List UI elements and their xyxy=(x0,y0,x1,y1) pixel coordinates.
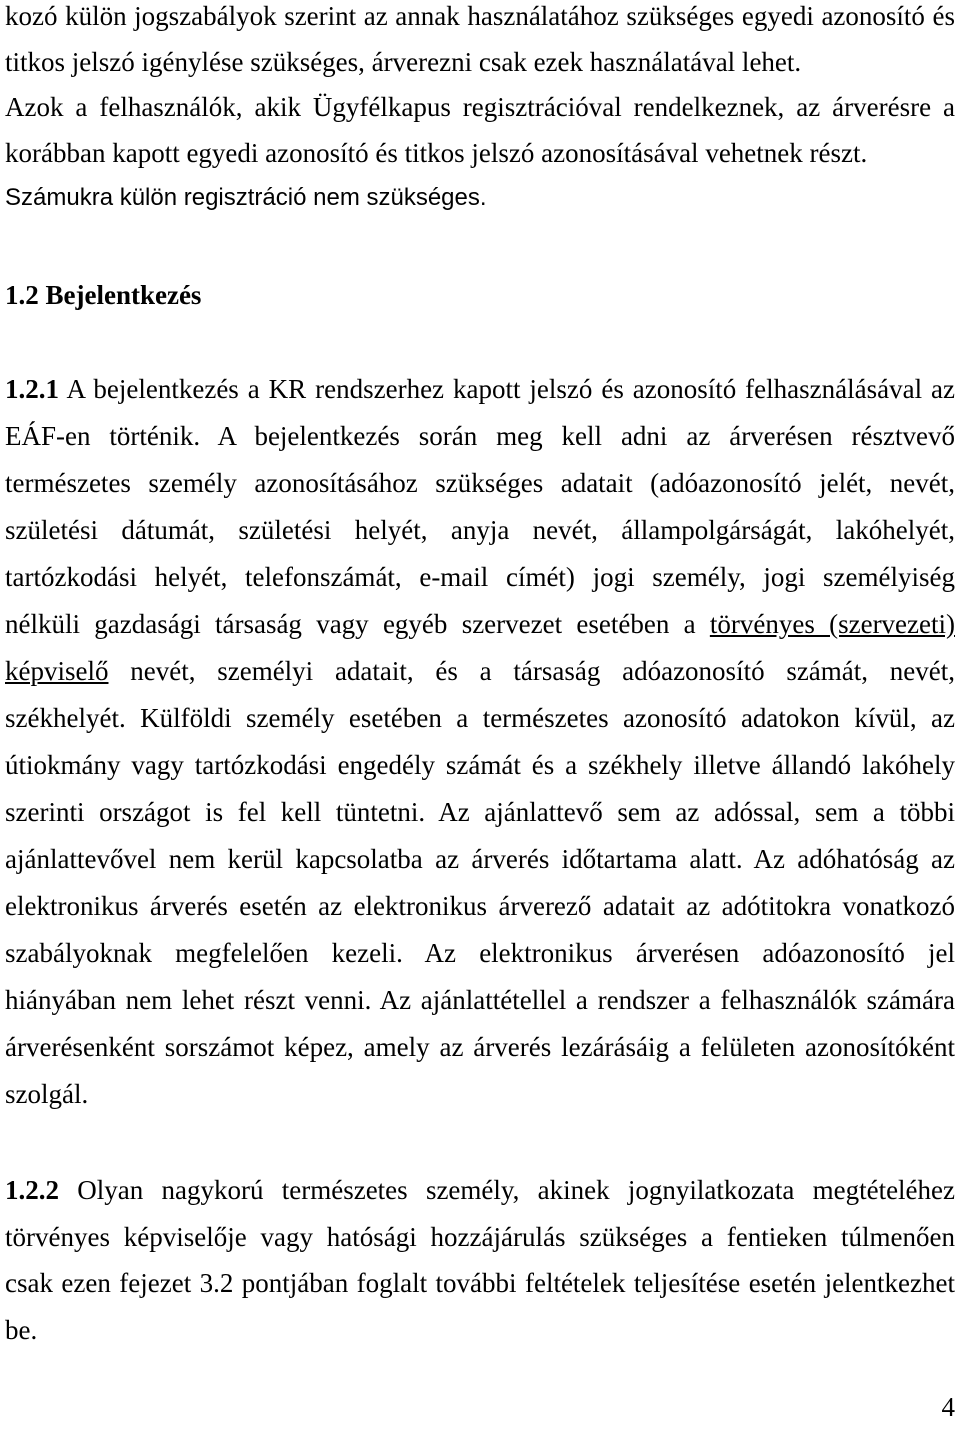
text-line: ajánlattevővel nem kerül kapcsolatba az árverés időtartama alatt. Az adóhatóság az xyxy=(5,843,955,874)
text-line: korábban kapott egyedi azonosító és titkos jelszó azonosításával vehetnek részt. xyxy=(5,137,868,168)
text-line xyxy=(5,655,955,687)
text-line: be. xyxy=(5,1314,38,1345)
text-line xyxy=(5,373,955,405)
note-line: Számukra külön regisztráció nem szükséges. xyxy=(5,184,487,212)
text-line xyxy=(5,1174,955,1206)
text-line: EÁF-en történik. A bejelentkezés során meg kell adni az árverésen résztvevő xyxy=(5,420,955,451)
text-line: szabályoknak megfelelően kezeli. Az elektronikus árverésen adóazonosító jel xyxy=(5,937,955,968)
section-heading: 1.2 Bejelentkezés xyxy=(5,279,202,310)
text-line xyxy=(5,608,955,640)
subsection-number: 1.2.1 xyxy=(5,373,59,404)
text-line: székhelyét. Külföldi személy esetében a természetes azonosító adatokon kívül, az xyxy=(5,702,955,733)
text-line: elektronikus árverés esetén az elektronikus árverező adatait az adótitokra vonatkozó xyxy=(5,890,955,921)
text-line: útiokmány vagy tartózkodási engedély számát és a székhely illetve állandó lakóhely xyxy=(5,749,955,780)
underlined-term: törvényes (szervezeti) xyxy=(709,608,955,639)
text-line: születési dátumát, születési helyét, anyja nevét, állampolgárságát, lakóhelyét, xyxy=(5,514,955,545)
underlined-term: képviselő xyxy=(5,655,109,686)
subsection-number: 1.2.2 xyxy=(5,1174,59,1205)
text-line: szerinti országot is fel kell tüntetni. Az ajánlattevő sem az adóssal, sem a többi xyxy=(5,796,955,827)
paragraph-1-2-2 xyxy=(5,1174,955,1346)
text-line: csak ezen fejezet 3.2 pontjában foglalt további feltételek teljesítése esetén jelentkezhet xyxy=(5,1268,955,1299)
line-text: nevét, személyi adatait, és a társaság adóazonosító számát, nevét, xyxy=(130,655,955,686)
line-text: Olyan nagykorú természetes személy, akinek jognyilatkozata megtételéhez xyxy=(77,1174,955,1205)
text-line: szolgál. xyxy=(5,1078,89,1109)
text-line: Azok a felhasználók, akik Ügyfélkapus regisztrációval rendelkeznek, az árverésre a xyxy=(5,92,955,123)
text-line: kozó külön jogszabályok szerint az annak használatához szükséges egyedi azonosító és xyxy=(5,1,955,31)
text-line: hiányában nem lehet részt venni. Az ajánlattétellel a rendszer a felhasználók számára xyxy=(5,984,955,1015)
page-number: 4 xyxy=(941,1392,955,1422)
line-text: A bejelentkezés a KR rendszerhez kapott jelszó és azonosító felhasználásával az xyxy=(66,373,955,404)
intro-paragraph xyxy=(5,0,955,214)
text-line: törvényes képviselője vagy hatósági hozzájárulás szükséges a fentieken túlmenően xyxy=(5,1221,955,1252)
text-line: természetes személy azonosításához szükséges adatait (adóazonosító jelét, nevét, xyxy=(5,467,955,498)
line-text: nélküli gazdasági társaság vagy egyéb szervezet esetében a xyxy=(5,608,696,639)
text-line: tartózkodási helyét, telefonszámát, e-mail címét) jogi személy, jogi személyiség xyxy=(5,561,955,592)
text-line: titkos jelszó igénylése szükséges, árverezni csak ezek használatával lehet. xyxy=(5,46,802,77)
text-line: árverésenként sorszámot képez, amely az árverés lezárásáig a felületen azonosítóként xyxy=(5,1031,955,1062)
paragraph-1-2-1 xyxy=(5,373,955,1110)
